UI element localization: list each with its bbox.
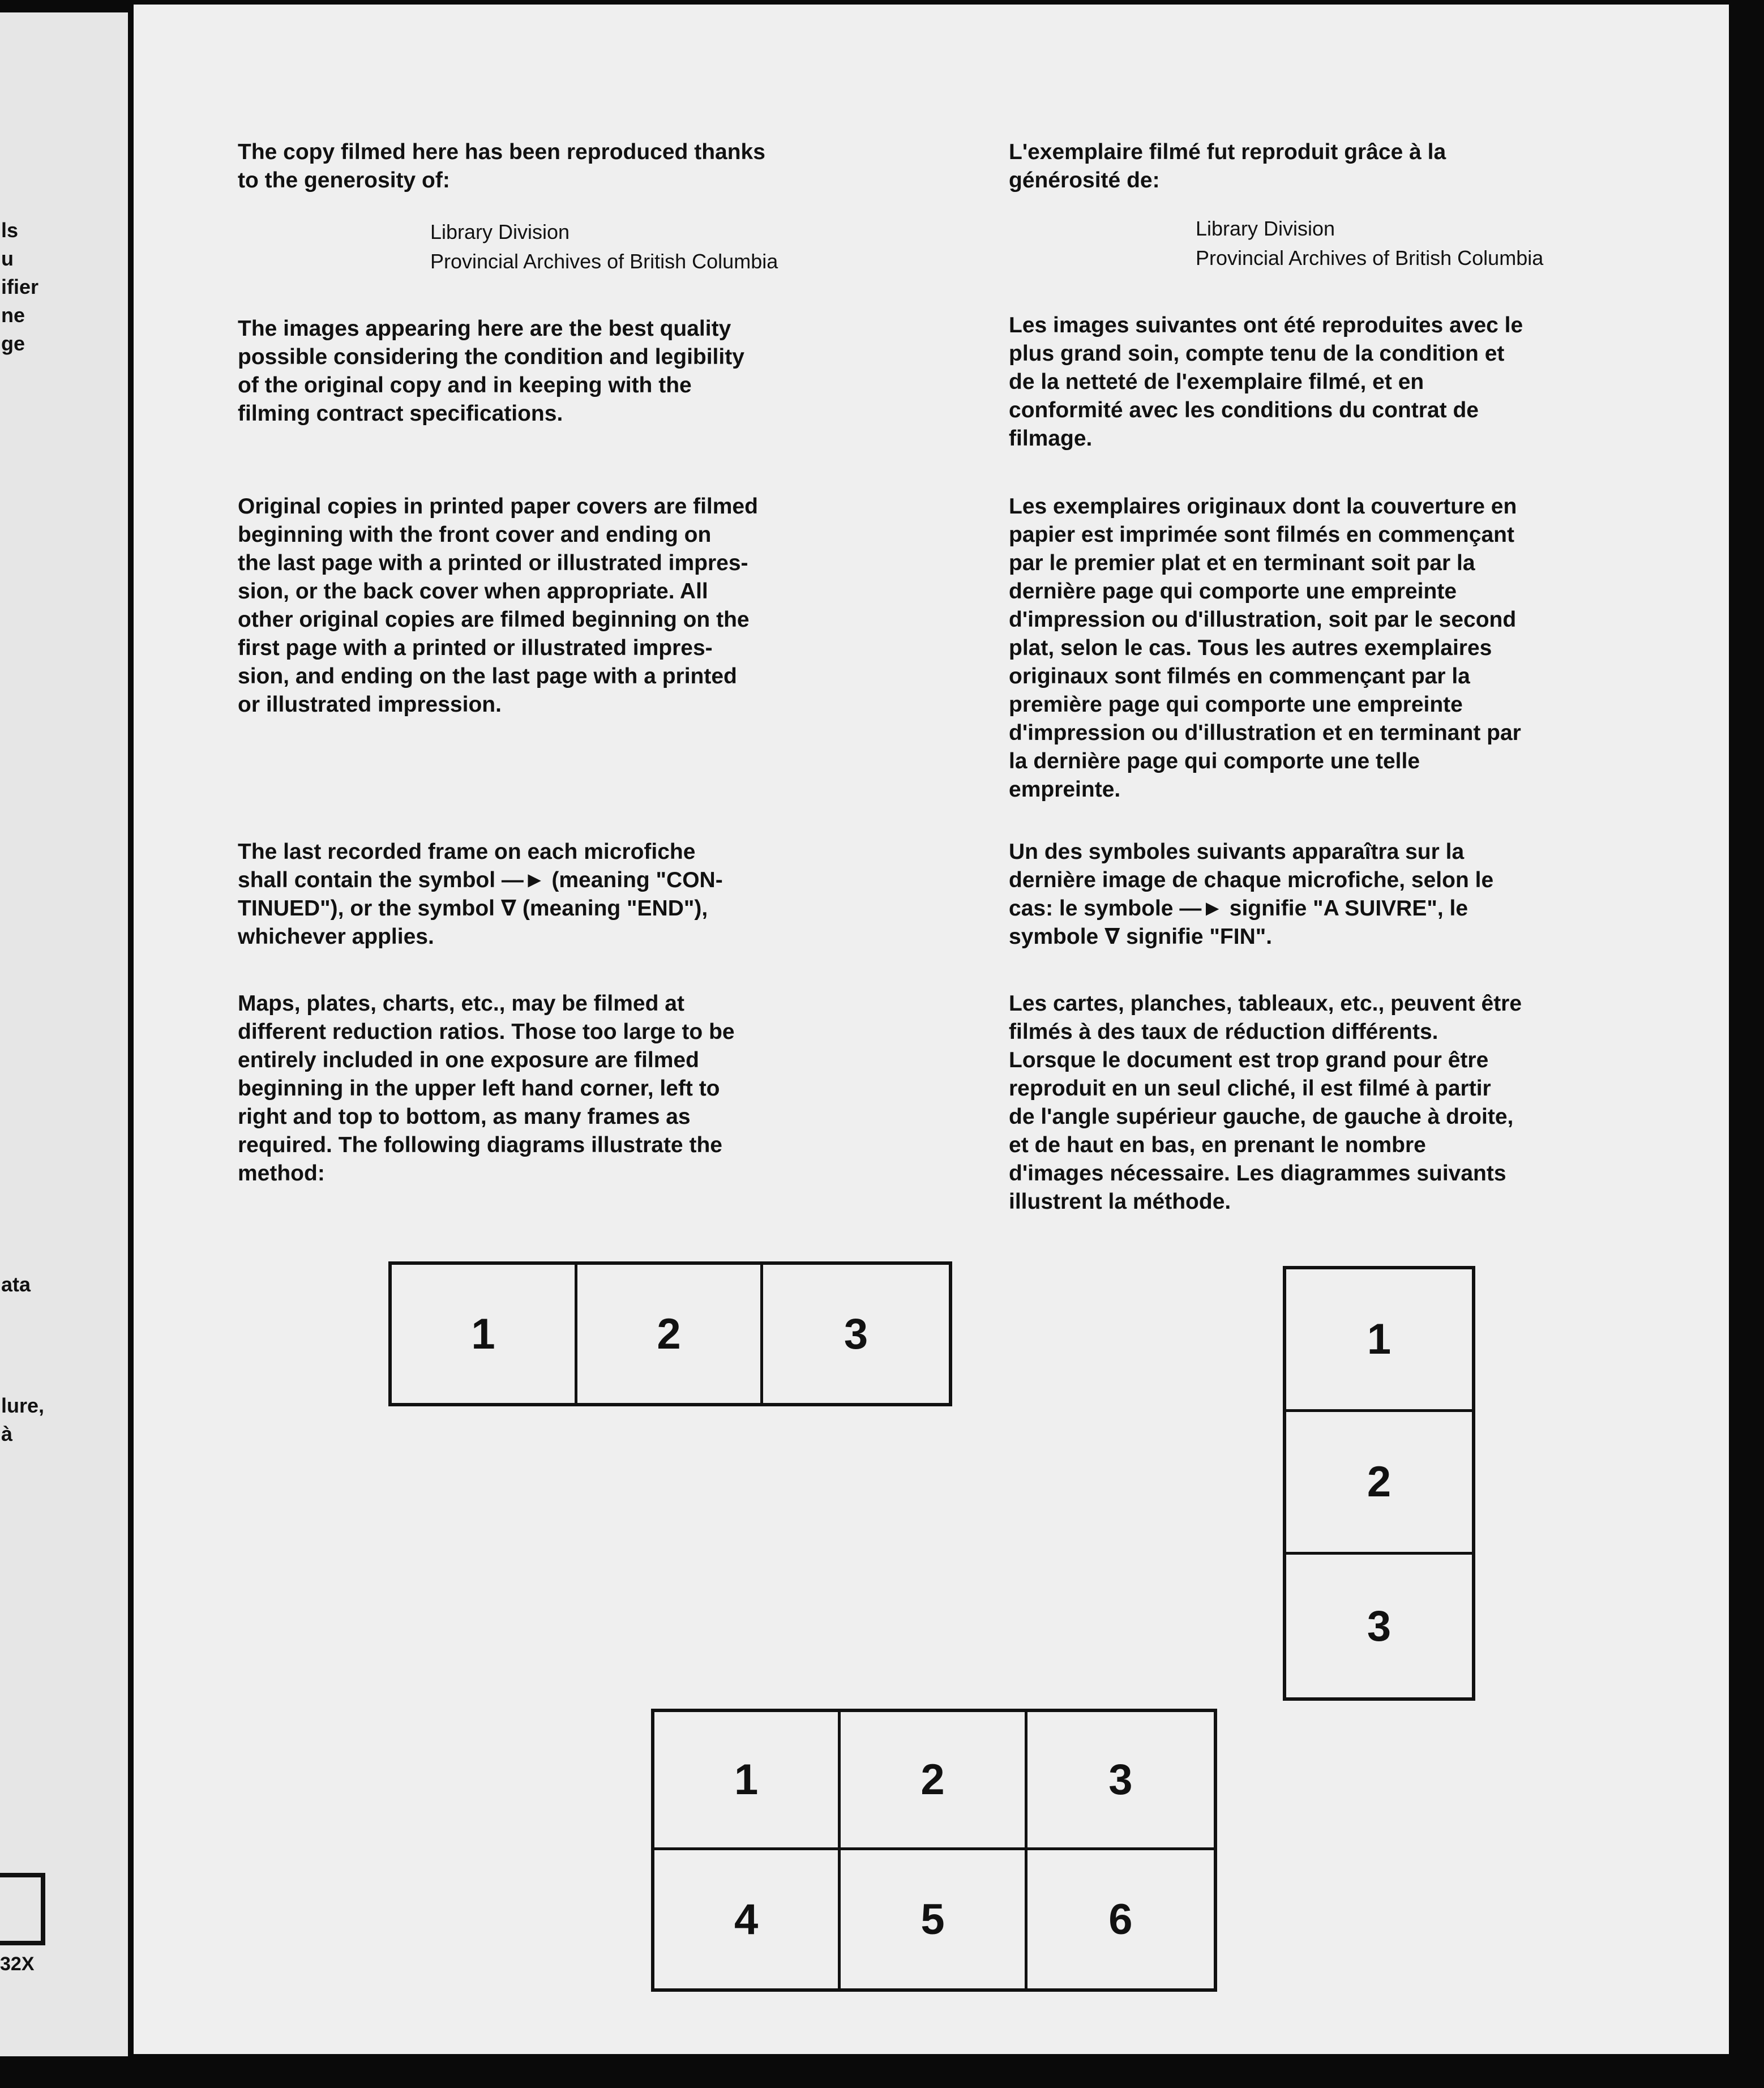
text-line: whichever applies. [238,925,434,949]
scale-box [0,1873,45,1945]
text-line: shall contain the symbol —► (meaning "CON- [238,868,723,892]
credit-line: Library Division [430,220,570,243]
text-line: filming contract specifications. [238,401,563,426]
fragment-text: ls [1,219,19,242]
frame-cell: 3 [1027,1712,1214,1850]
text-line: beginning with the front cover and ending on [238,523,712,547]
french-maps [1009,990,1522,1216]
english-originals [238,493,758,719]
credit-line: Provincial Archives of British Columbia [430,250,778,273]
frame-cell: 2 [1286,1412,1472,1555]
text-line: Lorsque le document est trop grand pour être [1009,1048,1489,1072]
document-page [134,5,1729,2054]
text-line: possible considering the condition and legibility [238,345,744,369]
text-line: illustrent la méthode. [1009,1190,1231,1214]
text-line: première page qui comporte une empreinte [1009,692,1463,717]
text-line: TINUED"), or the symbol ∇ (meaning "END"), [238,896,708,921]
text-line: conformité avec les conditions du contrat de [1009,398,1479,422]
frame-cell: 1 [1286,1269,1472,1412]
french-quality [1009,311,1523,453]
french-intro [1009,138,1446,195]
fragment-text: lure, [1,1394,45,1417]
text-line: Original copies in printed paper covers are filmed [238,494,758,519]
diagram-horizontal [388,1261,952,1406]
text-line: générosité de: [1009,168,1160,192]
text-line: dernière page qui comporte une empreinte [1009,579,1457,604]
text-line: plat, selon le cas. Tous les autres exemplaires [1009,636,1492,660]
text-line: empreinte. [1009,777,1121,802]
text-line: et de haut en bas, en prenant le nombre [1009,1133,1426,1157]
text-line: right and top to bottom, as many frames as [238,1105,691,1129]
scale-label: 32X [0,1953,35,1975]
text-line: sion, or the back cover when appropriate. All [238,579,708,604]
text-line: first page with a printed or illustrated impres- [238,636,713,660]
text-line: the last page with a printed or illustrated impres- [238,551,748,575]
text-line: d'impression ou d'illustration et en terminant par [1009,721,1521,745]
text-line: filmés à des taux de réduction différents. [1009,1020,1438,1044]
frame-cell: 3 [1367,1602,1391,1650]
text-line: Les exemplaires originaux dont la couverture en [1009,494,1517,519]
frame-cell: 2 [841,1712,1027,1850]
text-line: dernière image de chaque microfiche, selon le [1009,868,1494,892]
text-line: or illustrated impression. [238,692,502,717]
text-line: par le premier plat et en terminant soit par la [1009,551,1475,575]
fragment-text: à [1,1422,13,1445]
text-line: symbole ∇ signifie "FIN". [1009,925,1273,949]
english-intro [238,138,765,195]
credit-line: Library Division [1196,217,1335,240]
diagram-grid [651,1709,1217,1992]
text-line: entirely included in one exposure are filmed [238,1048,699,1072]
fragment-text: ata [1,1273,31,1296]
adjacent-page-fragment [0,12,128,2056]
text-line: sion, and ending on the last page with a printed [238,664,737,688]
frame-cell: 1 [654,1712,841,1850]
fragment-text: ge [1,332,25,355]
english-maps [238,990,735,1188]
text-line: beginning in the upper left hand corner, left to [238,1076,720,1101]
english-symbols [238,838,723,951]
english-quality [238,315,744,428]
text-line: to the generosity of: [238,168,450,192]
frame-cell: 5 [841,1850,1027,1988]
french-originals [1009,493,1521,804]
text-line: papier est imprimée sont filmés en commençant [1009,523,1514,547]
text-line: Un des symboles suivants apparaîtra sur la [1009,840,1465,864]
text-line: la dernière page qui comporte une telle [1009,749,1420,773]
text-line: filmage. [1009,426,1093,451]
text-line: method: [238,1161,325,1186]
text-line: cas: le symbole —► signifie "A SUIVRE", le [1009,896,1468,921]
frame-cell: 4 [654,1850,841,1988]
text-line: L'exemplaire filmé fut reproduit grâce à la [1009,140,1446,164]
fragment-text: u [1,247,14,270]
text-line: d'images nécessaire. Les diagrammes suivants [1009,1161,1506,1186]
frame-cell: 3 [844,1310,868,1358]
diagram-vertical [1283,1266,1475,1701]
text-line: other original copies are filmed beginning on the [238,607,750,632]
frame-cell: 6 [1108,1895,1133,1944]
frame-cell: 2 [577,1265,763,1403]
text-line: originaux sont filmés en commençant par la [1009,664,1470,688]
frame-cell: 1 [392,1265,577,1403]
text-line: reproduit en un seul cliché, il est filmé à partir [1009,1076,1491,1101]
text-line: of the original copy and in keeping with the [238,373,692,397]
text-line: Les images suivantes ont été reproduites avec le [1009,313,1523,337]
french-symbols [1009,838,1493,951]
text-line: required. The following diagrams illustrate the [238,1133,722,1157]
text-line: de la netteté de l'exemplaire filmé, et en [1009,370,1424,394]
text-line: de l'angle supérieur gauche, de gauche à droite, [1009,1105,1514,1129]
english-credit [430,217,778,276]
text-line: Les cartes, planches, tableaux, etc., peuvent être [1009,991,1522,1016]
text-line: The images appearing here are the best quality [238,316,731,341]
french-credit [1196,214,1543,273]
text-line: plus grand soin, compte tenu de la condition et [1009,341,1505,366]
text-line: Maps, plates, charts, etc., may be filmed at [238,991,684,1016]
credit-line: Provincial Archives of British Columbia [1196,246,1544,269]
fragment-text: ne [1,303,25,327]
text-line: The copy filmed here has been reproduced thanks [238,140,765,164]
fragment-text: ifier [1,275,39,298]
text-line: The last recorded frame on each microfiche [238,840,696,864]
text-line: different reduction ratios. Those too large to be [238,1020,735,1044]
text-line: d'impression ou d'illustration, soit par le second [1009,607,1517,632]
